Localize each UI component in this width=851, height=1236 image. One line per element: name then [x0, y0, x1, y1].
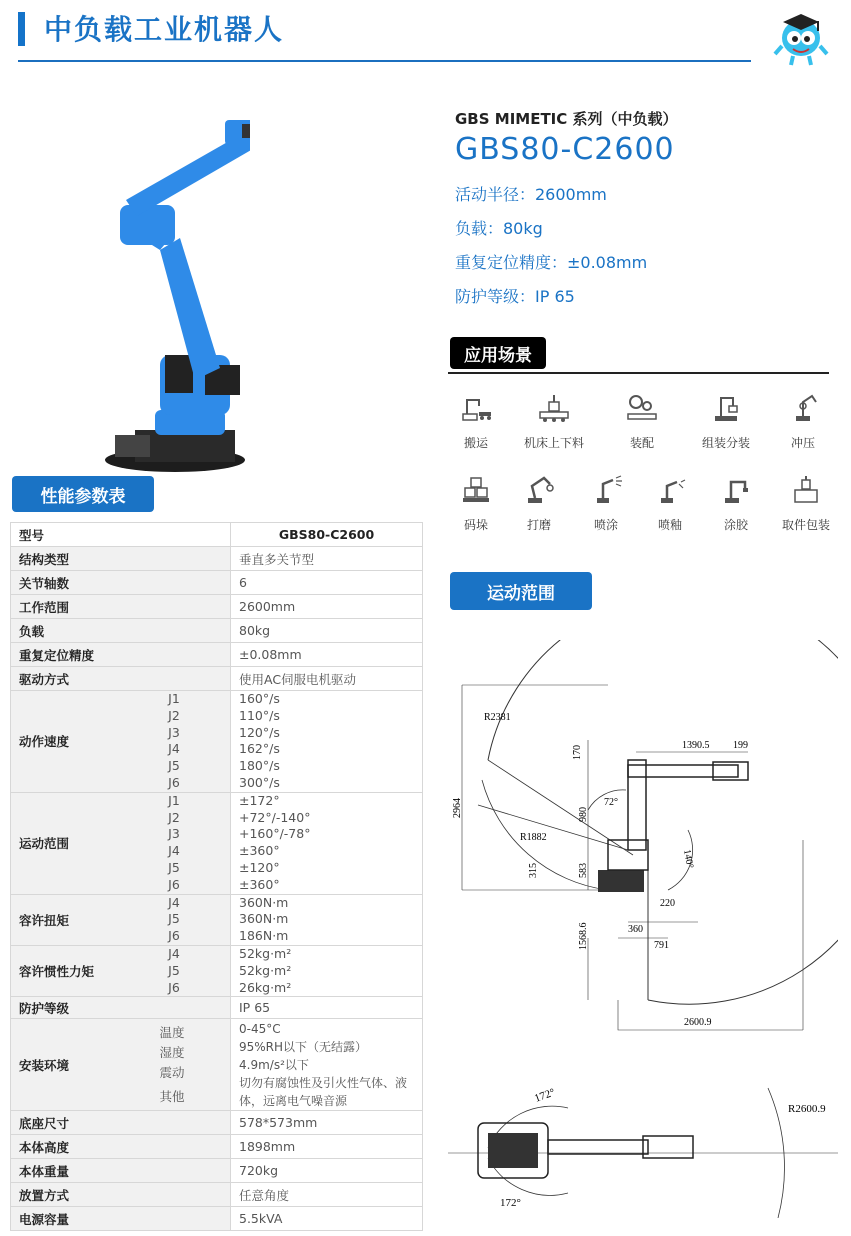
motion-range-top-diagram	[448, 1078, 838, 1218]
row-label: 型号	[11, 523, 231, 547]
svg-text:170: 170	[572, 745, 583, 760]
spray-painting-icon	[589, 474, 623, 506]
header-divider	[18, 60, 751, 62]
page-title: 中负载工业机器人	[44, 13, 285, 46]
grinding-icon	[522, 474, 556, 506]
motion-title: 运动范围	[450, 572, 592, 610]
stamping-icon	[786, 392, 820, 424]
row-label: 本体重量	[11, 1159, 231, 1183]
glazing-icon	[653, 474, 687, 506]
app-label: 取件包装	[781, 518, 830, 532]
svg-text:315: 315	[528, 863, 539, 878]
table-row	[11, 1183, 423, 1207]
row-label: 放置方式	[11, 1183, 231, 1207]
table-row	[11, 997, 423, 1019]
series-name: GBS MIMETIC 系列（中负载）	[455, 110, 678, 128]
svg-text:72°: 72°	[604, 797, 618, 808]
svg-text:R2600.9: R2600.9	[788, 1103, 826, 1115]
row-value: 1898mm	[231, 1135, 423, 1159]
svg-text:1390.5: 1390.5	[682, 740, 710, 751]
table-row-env	[11, 1019, 423, 1111]
row-label: 电源容量	[11, 1207, 231, 1231]
app-item-grinding	[503, 474, 575, 533]
app-label: 组装分装	[701, 436, 750, 450]
row-value: 52kg·m² 52kg·m² 26kg·m²	[231, 945, 423, 996]
app-item-packing	[770, 474, 842, 533]
row-label: 容许扭矩 J4 J5 J6	[11, 894, 231, 945]
table-row	[11, 619, 423, 643]
row-label: 工作范围	[11, 595, 231, 619]
row-value: ±172° +72°/-140° +160°/-78° ±360° ±120° ±360°	[231, 792, 423, 894]
app-label: 机床上下料	[523, 436, 584, 450]
row-value: 6	[231, 571, 423, 595]
row-value: 80kg	[231, 619, 423, 643]
svg-text:199: 199	[733, 740, 748, 751]
table-row	[11, 523, 423, 547]
app-item-palletizing	[440, 474, 512, 533]
mascot-logo	[773, 8, 829, 66]
table-row	[11, 547, 423, 571]
row-value: GBS80-C2600	[231, 523, 423, 547]
row-value: 5.5kVA	[231, 1207, 423, 1231]
row-label: 容许惯性力矩 J4 J5 J6	[11, 945, 231, 996]
svg-text:R1882: R1882	[520, 832, 547, 843]
spec-protection: 防护等级：IP 65	[455, 287, 575, 306]
row-value: IP 65	[231, 997, 423, 1019]
row-label: 运动范围 J1 J2 J3 J4 J5 J6	[11, 792, 231, 894]
params-title: 性能参数表	[12, 476, 154, 512]
row-value: 垂直多关节型	[231, 547, 423, 571]
table-row-speed	[11, 691, 423, 793]
spec-repeatability: 重复定位精度：±0.08mm	[455, 253, 648, 272]
svg-text:360: 360	[628, 924, 643, 935]
handling-icon	[459, 392, 493, 424]
app-label: 涂胶	[723, 518, 748, 532]
app-item-stamping	[767, 392, 839, 451]
assembly-icon	[625, 392, 659, 424]
table-row	[11, 1111, 423, 1135]
row-value: 使用AC伺服电机驱动	[231, 667, 423, 691]
gluing-icon	[719, 474, 753, 506]
table-row	[11, 1135, 423, 1159]
row-value: 720kg	[231, 1159, 423, 1183]
row-label: 负载	[11, 619, 231, 643]
app-label: 码垛	[463, 518, 488, 532]
row-label: 底座尺寸	[11, 1111, 231, 1135]
spec-payload: 负载：80kg	[455, 219, 543, 238]
svg-text:1568.6: 1568.6	[578, 922, 589, 950]
table-row	[11, 571, 423, 595]
packing-icon	[789, 474, 823, 506]
row-label: 驱动方式	[11, 667, 231, 691]
svg-text:140°: 140°	[681, 848, 696, 870]
params-table	[10, 522, 423, 1231]
app-item-machine-tending	[518, 392, 590, 451]
row-label: 重复定位精度	[11, 643, 231, 667]
machine-tending-icon	[537, 392, 571, 424]
row-label: 安装环境 温度 湿度 震动 其他	[11, 1019, 231, 1111]
table-row	[11, 643, 423, 667]
row-value: 任意角度	[231, 1183, 423, 1207]
table-row-torque	[11, 894, 423, 945]
robot-image	[100, 110, 250, 475]
row-label: 动作速度 J1 J2 J3 J4 J5 J6	[11, 691, 231, 793]
app-item-handling	[440, 392, 512, 451]
table-row-inertia	[11, 945, 423, 996]
model-name: GBS80-C2600	[455, 132, 675, 167]
svg-text:980: 980	[578, 807, 589, 822]
app-item-spray-painting	[570, 474, 642, 533]
svg-text:2964: 2964	[452, 798, 463, 818]
row-label: 结构类型	[11, 547, 231, 571]
row-value: 578*573mm	[231, 1111, 423, 1135]
svg-text:172°: 172°	[532, 1086, 557, 1105]
table-row-range	[11, 792, 423, 894]
row-label: 防护等级	[11, 997, 231, 1019]
app-label: 搬运	[463, 436, 488, 450]
motion-range-side-diagram	[448, 640, 838, 1040]
row-label: 关节轴数	[11, 571, 231, 595]
table-row	[11, 595, 423, 619]
palletizing-icon	[459, 474, 493, 506]
app-item-assembly	[606, 392, 678, 451]
header-accent-bar	[18, 12, 25, 46]
table-row	[11, 1207, 423, 1231]
svg-text:2600.9: 2600.9	[684, 1017, 712, 1028]
table-row	[11, 667, 423, 691]
table-row	[11, 1159, 423, 1183]
app-label: 装配	[629, 436, 654, 450]
spec-radius: 活动半径：2600mm	[455, 185, 607, 204]
row-value: 2600mm	[231, 595, 423, 619]
app-label: 喷涂	[593, 518, 618, 532]
svg-text:R2381: R2381	[484, 712, 511, 723]
applications-divider	[448, 372, 829, 374]
svg-text:220: 220	[660, 898, 675, 909]
app-label: 喷釉	[657, 518, 682, 532]
row-value: 360N·m 360N·m 186N·m	[231, 894, 423, 945]
svg-text:172°: 172°	[500, 1197, 521, 1209]
row-value: 0-45°C 95%RH以下（无结露） 4.9m/s²以下 切勿有腐蚀性及引火性气体、液体，远离电气噪音源	[231, 1019, 423, 1111]
app-item-gluing	[700, 474, 772, 533]
row-label: 本体高度	[11, 1135, 231, 1159]
row-value: ±0.08mm	[231, 643, 423, 667]
sub-assembly-icon	[709, 392, 743, 424]
svg-text:791: 791	[654, 940, 669, 951]
row-value: 160°/s 110°/s 120°/s 162°/s 180°/s 300°/s	[231, 691, 423, 793]
app-item-glazing	[634, 474, 706, 533]
app-item-sub-assembly	[690, 392, 762, 451]
svg-text:583: 583	[578, 863, 589, 878]
applications-title: 应用场景	[450, 337, 546, 369]
app-label: 冲压	[790, 436, 815, 450]
app-label: 打磨	[526, 518, 551, 532]
